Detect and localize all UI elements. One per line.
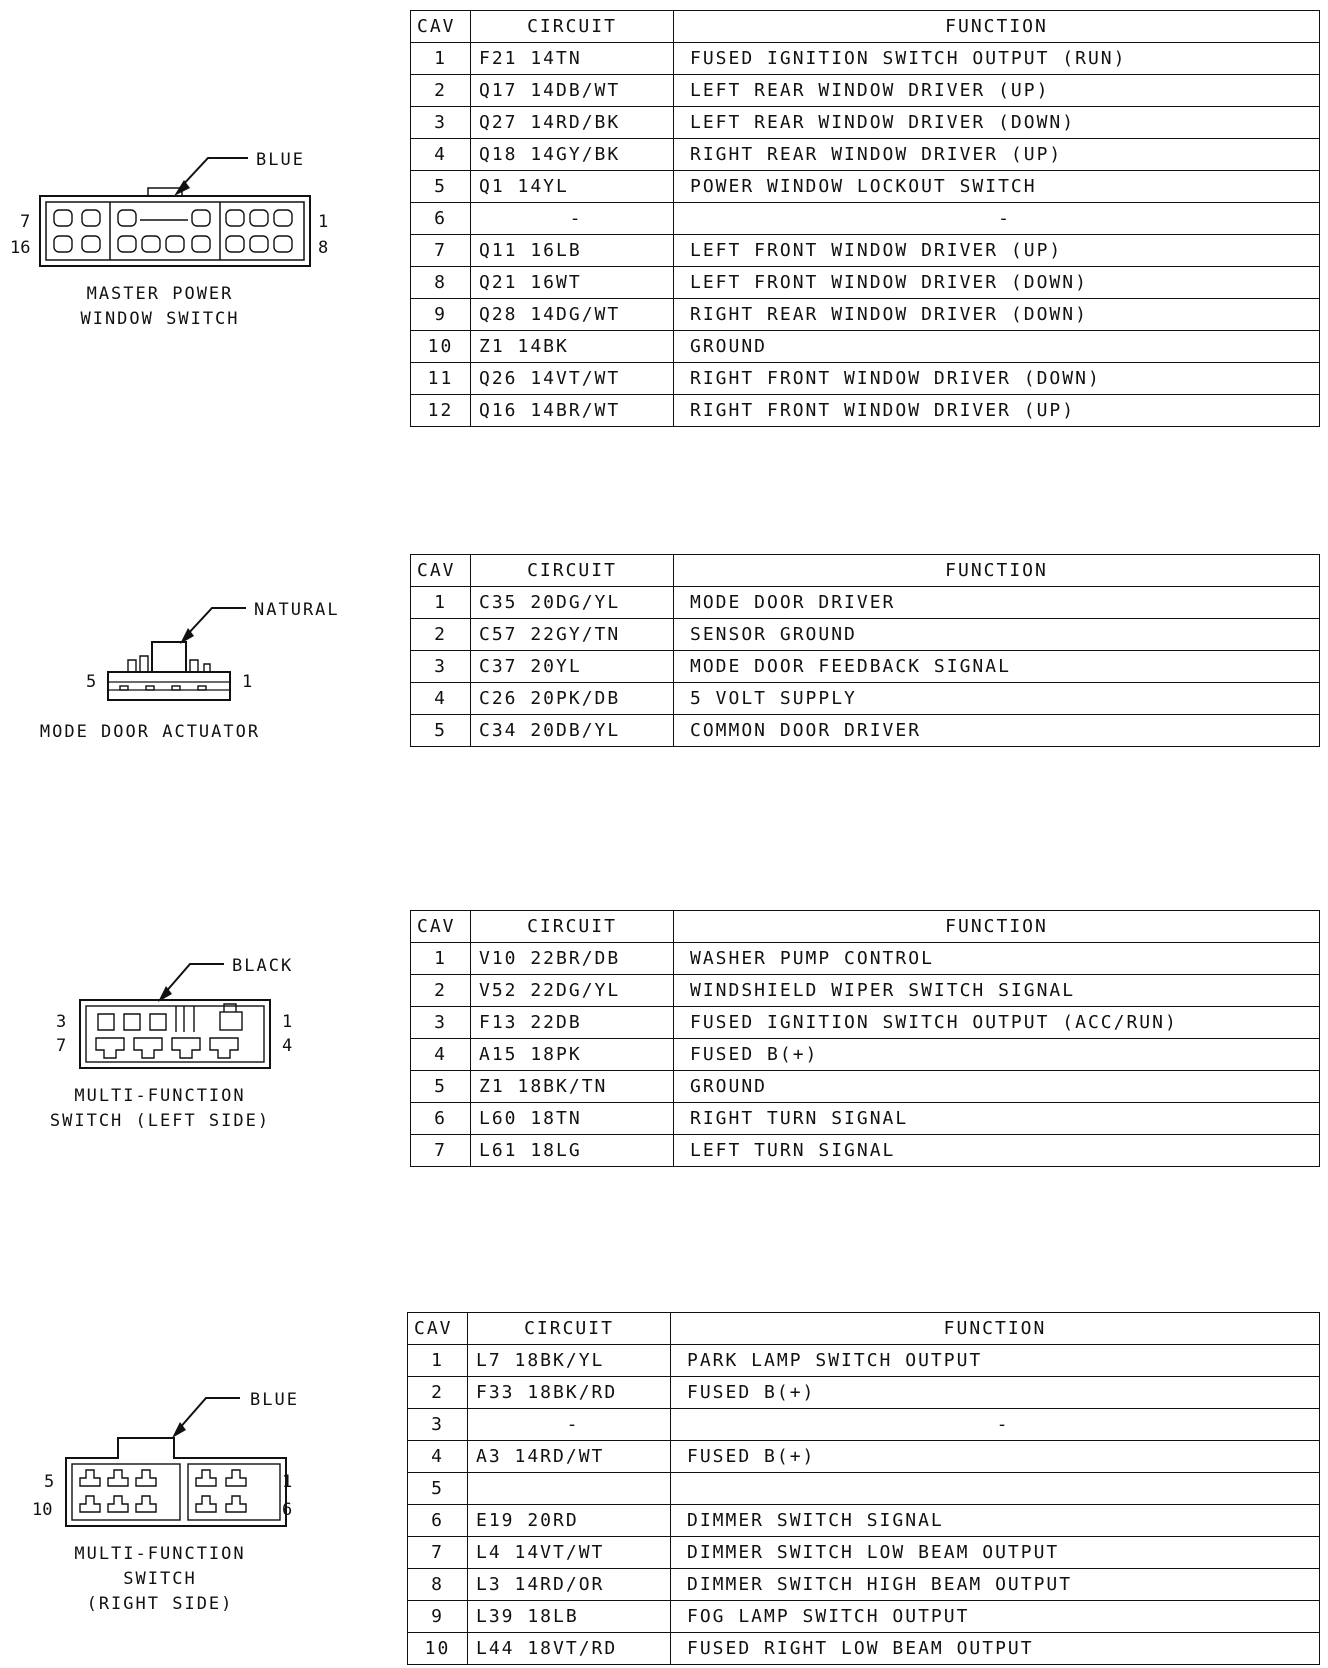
function-cell: - — [674, 203, 1320, 235]
connector-drawing — [0, 0, 400, 320]
connector-name: MASTER POWER WINDOW SWITCH — [80, 284, 240, 329]
circuit-cell: C26 20PK/DB — [471, 683, 674, 715]
connector-color-label: BLUE — [250, 1390, 299, 1410]
function-cell: GROUND — [674, 1071, 1320, 1103]
cav-cell: 6 — [411, 1103, 471, 1135]
table-row — [411, 75, 1320, 107]
table-row — [408, 1409, 1320, 1441]
table-header-row — [411, 555, 1320, 587]
pin-label-bottom-right: 6 — [282, 1500, 293, 1520]
table-row — [408, 1345, 1320, 1377]
cavity-table — [407, 1312, 1320, 1665]
table-row — [408, 1441, 1320, 1473]
function-cell: WINDSHIELD WIPER SWITCH SIGNAL — [674, 975, 1320, 1007]
circuit-cell: L60 18TN — [471, 1103, 674, 1135]
function-cell: FUSED IGNITION SWITCH OUTPUT (ACC/RUN) — [674, 1007, 1320, 1039]
cav-cell: 4 — [411, 1039, 471, 1071]
circuit-cell: Q27 14RD/BK — [471, 107, 674, 139]
function-cell: - — [671, 1409, 1320, 1441]
cav-cell: 3 — [411, 1007, 471, 1039]
cav-cell: 3 — [408, 1409, 468, 1441]
table-row — [411, 363, 1320, 395]
pin-label-bottom-left: 7 — [56, 1036, 67, 1056]
cav-cell: 7 — [411, 235, 471, 267]
table-row — [411, 171, 1320, 203]
pin-label-bottom-right: 8 — [318, 238, 329, 258]
circuit-cell: V52 22DG/YL — [471, 975, 674, 1007]
cav-cell: 1 — [411, 587, 471, 619]
circuit-cell: F13 22DB — [471, 1007, 674, 1039]
pin-label-left: 5 — [86, 672, 97, 692]
header-function: FUNCTION — [674, 911, 1320, 943]
function-cell: SENSOR GROUND — [674, 619, 1320, 651]
function-cell: DIMMER SWITCH SIGNAL — [671, 1505, 1320, 1537]
connector-color-label: NATURAL — [254, 600, 340, 620]
header-cav: CAV — [411, 911, 471, 943]
cavity-table — [410, 554, 1320, 747]
cav-cell: 9 — [411, 299, 471, 331]
circuit-cell: V10 22BR/DB — [471, 943, 674, 975]
table-row — [408, 1505, 1320, 1537]
pin-label-top-left: 5 — [44, 1472, 55, 1492]
table-row — [411, 1007, 1320, 1039]
pin-label-top-right: 1 — [282, 1472, 293, 1492]
cav-cell: 8 — [408, 1569, 468, 1601]
table-row — [411, 587, 1320, 619]
circuit-cell: Q16 14BR/WT — [471, 395, 674, 427]
table-row — [408, 1633, 1320, 1665]
function-cell: LEFT REAR WINDOW DRIVER (DOWN) — [674, 107, 1320, 139]
circuit-cell: Q11 16LB — [471, 235, 674, 267]
connector-diagram — [0, 1290, 400, 1614]
cav-cell: 4 — [411, 139, 471, 171]
circuit-cell: C57 22GY/TN — [471, 619, 674, 651]
header-circuit: CIRCUIT — [468, 1313, 671, 1345]
header-circuit: CIRCUIT — [471, 911, 674, 943]
circuit-cell: - — [471, 203, 674, 235]
circuit-cell: L61 18LG — [471, 1135, 674, 1167]
circuit-cell: C37 20YL — [471, 651, 674, 683]
cav-cell: 2 — [411, 619, 471, 651]
function-cell: RIGHT FRONT WINDOW DRIVER (UP) — [690, 400, 1076, 421]
pin-label-top-right: 1 — [318, 212, 329, 232]
header-circuit: CIRCUIT — [471, 555, 674, 587]
circuit-cell: A15 18PK — [471, 1039, 674, 1071]
function-cell: LEFT FRONT WINDOW DRIVER (DOWN) — [674, 267, 1320, 299]
function-cell: DIMMER SWITCH HIGH BEAM OUTPUT — [671, 1569, 1320, 1601]
function-cell: PARK LAMP SWITCH OUTPUT — [671, 1345, 1320, 1377]
cav-cell: 5 — [411, 171, 471, 203]
table-row — [408, 1377, 1320, 1409]
header-circuit: CIRCUIT — [471, 11, 674, 43]
function-cell — [671, 1473, 1320, 1505]
circuit-cell: L7 18BK/YL — [468, 1345, 671, 1377]
header-function: FUNCTION — [674, 555, 1320, 587]
circuit-cell: F33 18BK/RD — [468, 1377, 671, 1409]
table-row — [408, 1601, 1320, 1633]
table-row — [411, 715, 1320, 747]
connector-color-label: BLACK — [232, 956, 294, 976]
header-cav: CAV — [411, 11, 471, 43]
function-cell: 5 VOLT SUPPLY — [674, 683, 1320, 715]
circuit-cell: L4 14VT/WT — [468, 1537, 671, 1569]
table-header-row — [411, 911, 1320, 943]
table-row — [411, 619, 1320, 651]
circuit-cell: L44 18VT/RD — [468, 1633, 671, 1665]
cavity-table — [410, 910, 1320, 1167]
cav-cell: 7 — [408, 1537, 468, 1569]
table-row — [411, 1103, 1320, 1135]
cav-cell: 9 — [408, 1601, 468, 1633]
cav-cell: 2 — [411, 975, 471, 1007]
table-row — [411, 107, 1320, 139]
table-row — [411, 975, 1320, 1007]
circuit-cell: F21 14TN — [471, 43, 674, 75]
cav-cell: 2 — [408, 1377, 468, 1409]
function-cell: MODE DOOR DRIVER — [674, 587, 1320, 619]
pin-label-bottom-left: 16 — [10, 238, 31, 258]
header-function: FUNCTION — [674, 11, 1320, 43]
cav-cell: 10 — [411, 331, 471, 363]
connector-name: MULTI-FUNCTION SWITCH (LEFT SIDE) — [49, 1086, 271, 1131]
pin-label-top-left: 3 — [56, 1012, 67, 1032]
function-cell: COMMON DOOR DRIVER — [690, 720, 922, 741]
function-cell: FUSED IGNITION SWITCH OUTPUT (RUN) — [674, 43, 1320, 75]
circuit-cell: - — [468, 1409, 671, 1441]
function-cell: LEFT FRONT WINDOW DRIVER (UP) — [674, 235, 1320, 267]
pin-label-top-left: 7 — [20, 212, 31, 232]
function-cell: MODE DOOR FEEDBACK SIGNAL — [674, 651, 1320, 683]
cav-cell: 5 — [411, 715, 471, 747]
connector-diagram — [0, 0, 400, 329]
cavity-table — [410, 10, 1320, 427]
table-header-row — [411, 11, 1320, 43]
cav-cell: 1 — [411, 943, 471, 975]
cav-cell: 1 — [408, 1345, 468, 1377]
function-cell: RIGHT TURN SIGNAL — [674, 1103, 1320, 1135]
table-row — [411, 651, 1320, 683]
circuit-cell: E19 20RD — [468, 1505, 671, 1537]
cav-cell: 5 — [408, 1473, 468, 1505]
table-row — [411, 43, 1320, 75]
table-row — [411, 1071, 1320, 1103]
cav-cell: 2 — [411, 75, 471, 107]
header-function: FUNCTION — [671, 1313, 1320, 1345]
cav-cell: 8 — [411, 267, 471, 299]
circuit-cell: Z1 18BK/TN — [471, 1071, 674, 1103]
table-row — [411, 235, 1320, 267]
function-cell: FUSED B(+) — [674, 1039, 1320, 1071]
cav-cell: 12 — [411, 395, 471, 427]
function-cell: WASHER PUMP CONTROL — [674, 943, 1320, 975]
function-cell: RIGHT REAR WINDOW DRIVER (DOWN) — [674, 299, 1320, 331]
table-row — [411, 267, 1320, 299]
table-row — [408, 1537, 1320, 1569]
function-cell: GROUND — [674, 331, 1320, 363]
circuit-cell: Z1 14BK — [471, 331, 674, 363]
cav-cell: 7 — [411, 1135, 471, 1167]
pin-label-bottom-left: 10 — [32, 1500, 53, 1520]
cav-cell: 3 — [411, 107, 471, 139]
circuit-cell: A3 14RD/WT — [468, 1441, 671, 1473]
table-header-row — [408, 1313, 1320, 1345]
circuit-cell: L3 14RD/OR — [468, 1569, 671, 1601]
table-row — [411, 203, 1320, 235]
cav-cell: 11 — [411, 363, 471, 395]
circuit-cell: C34 20DB/YL — [471, 715, 674, 747]
circuit-cell: L39 18LB — [468, 1601, 671, 1633]
function-cell: DIMMER SWITCH LOW BEAM OUTPUT — [671, 1537, 1320, 1569]
circuit-cell: Q26 14VT/WT — [471, 363, 674, 395]
table-row — [411, 139, 1320, 171]
cav-cell: 4 — [411, 683, 471, 715]
function-cell: FOG LAMP SWITCH OUTPUT — [671, 1601, 1320, 1633]
cav-cell: 6 — [408, 1505, 468, 1537]
function-cell: RIGHT FRONT WINDOW DRIVER (DOWN) — [674, 363, 1320, 395]
function-cell: FUSED B(+) — [671, 1441, 1320, 1473]
pin-label-bottom-right: 4 — [282, 1036, 293, 1056]
table-row — [411, 1135, 1320, 1167]
table-row — [411, 943, 1320, 975]
table-row — [411, 299, 1320, 331]
header-cav: CAV — [411, 555, 471, 587]
circuit-cell — [468, 1473, 671, 1505]
connector-name: MULTI-FUNCTION SWITCH (RIGHT SIDE) — [74, 1544, 246, 1614]
circuit-cell: Q18 14GY/BK — [471, 139, 674, 171]
connector-color-label: BLUE — [256, 150, 305, 170]
circuit-cell: Q1 14YL — [471, 171, 674, 203]
cav-cell: 5 — [411, 1071, 471, 1103]
circuit-cell: Q21 16WT — [471, 267, 674, 299]
circuit-cell: Q28 14DG/WT — [471, 299, 674, 331]
header-cav: CAV — [408, 1313, 468, 1345]
table-row — [411, 331, 1320, 363]
cav-cell: 4 — [408, 1441, 468, 1473]
table-row — [408, 1569, 1320, 1601]
function-cell: FUSED B(+) — [671, 1377, 1320, 1409]
table-row — [408, 1473, 1320, 1505]
function-cell: POWER WINDOW LOCKOUT SWITCH — [674, 171, 1320, 203]
circuit-cell: Q17 14DB/WT — [471, 75, 674, 107]
connector-drawing — [0, 900, 400, 1100]
function-cell: FUSED RIGHT LOW BEAM OUTPUT — [687, 1638, 1034, 1659]
circuit-cell: C35 20DG/YL — [471, 587, 674, 619]
table-row — [411, 1039, 1320, 1071]
connector-diagram — [0, 560, 400, 880]
function-cell: LEFT TURN SIGNAL — [690, 1140, 896, 1161]
table-row — [411, 395, 1320, 427]
table-row — [411, 683, 1320, 715]
pin-label-right: 1 — [242, 672, 253, 692]
function-cell: LEFT REAR WINDOW DRIVER (UP) — [674, 75, 1320, 107]
cav-cell: 10 — [408, 1633, 468, 1665]
cav-cell: 3 — [411, 651, 471, 683]
cav-cell: 1 — [411, 43, 471, 75]
pin-label-top-right: 1 — [282, 1012, 293, 1032]
connector-drawing — [0, 1290, 400, 1570]
connector-name: MODE DOOR ACTUATOR — [39, 722, 261, 742]
cav-cell: 6 — [411, 203, 471, 235]
connector-diagram — [0, 900, 400, 1220]
function-cell: RIGHT REAR WINDOW DRIVER (UP) — [674, 139, 1320, 171]
